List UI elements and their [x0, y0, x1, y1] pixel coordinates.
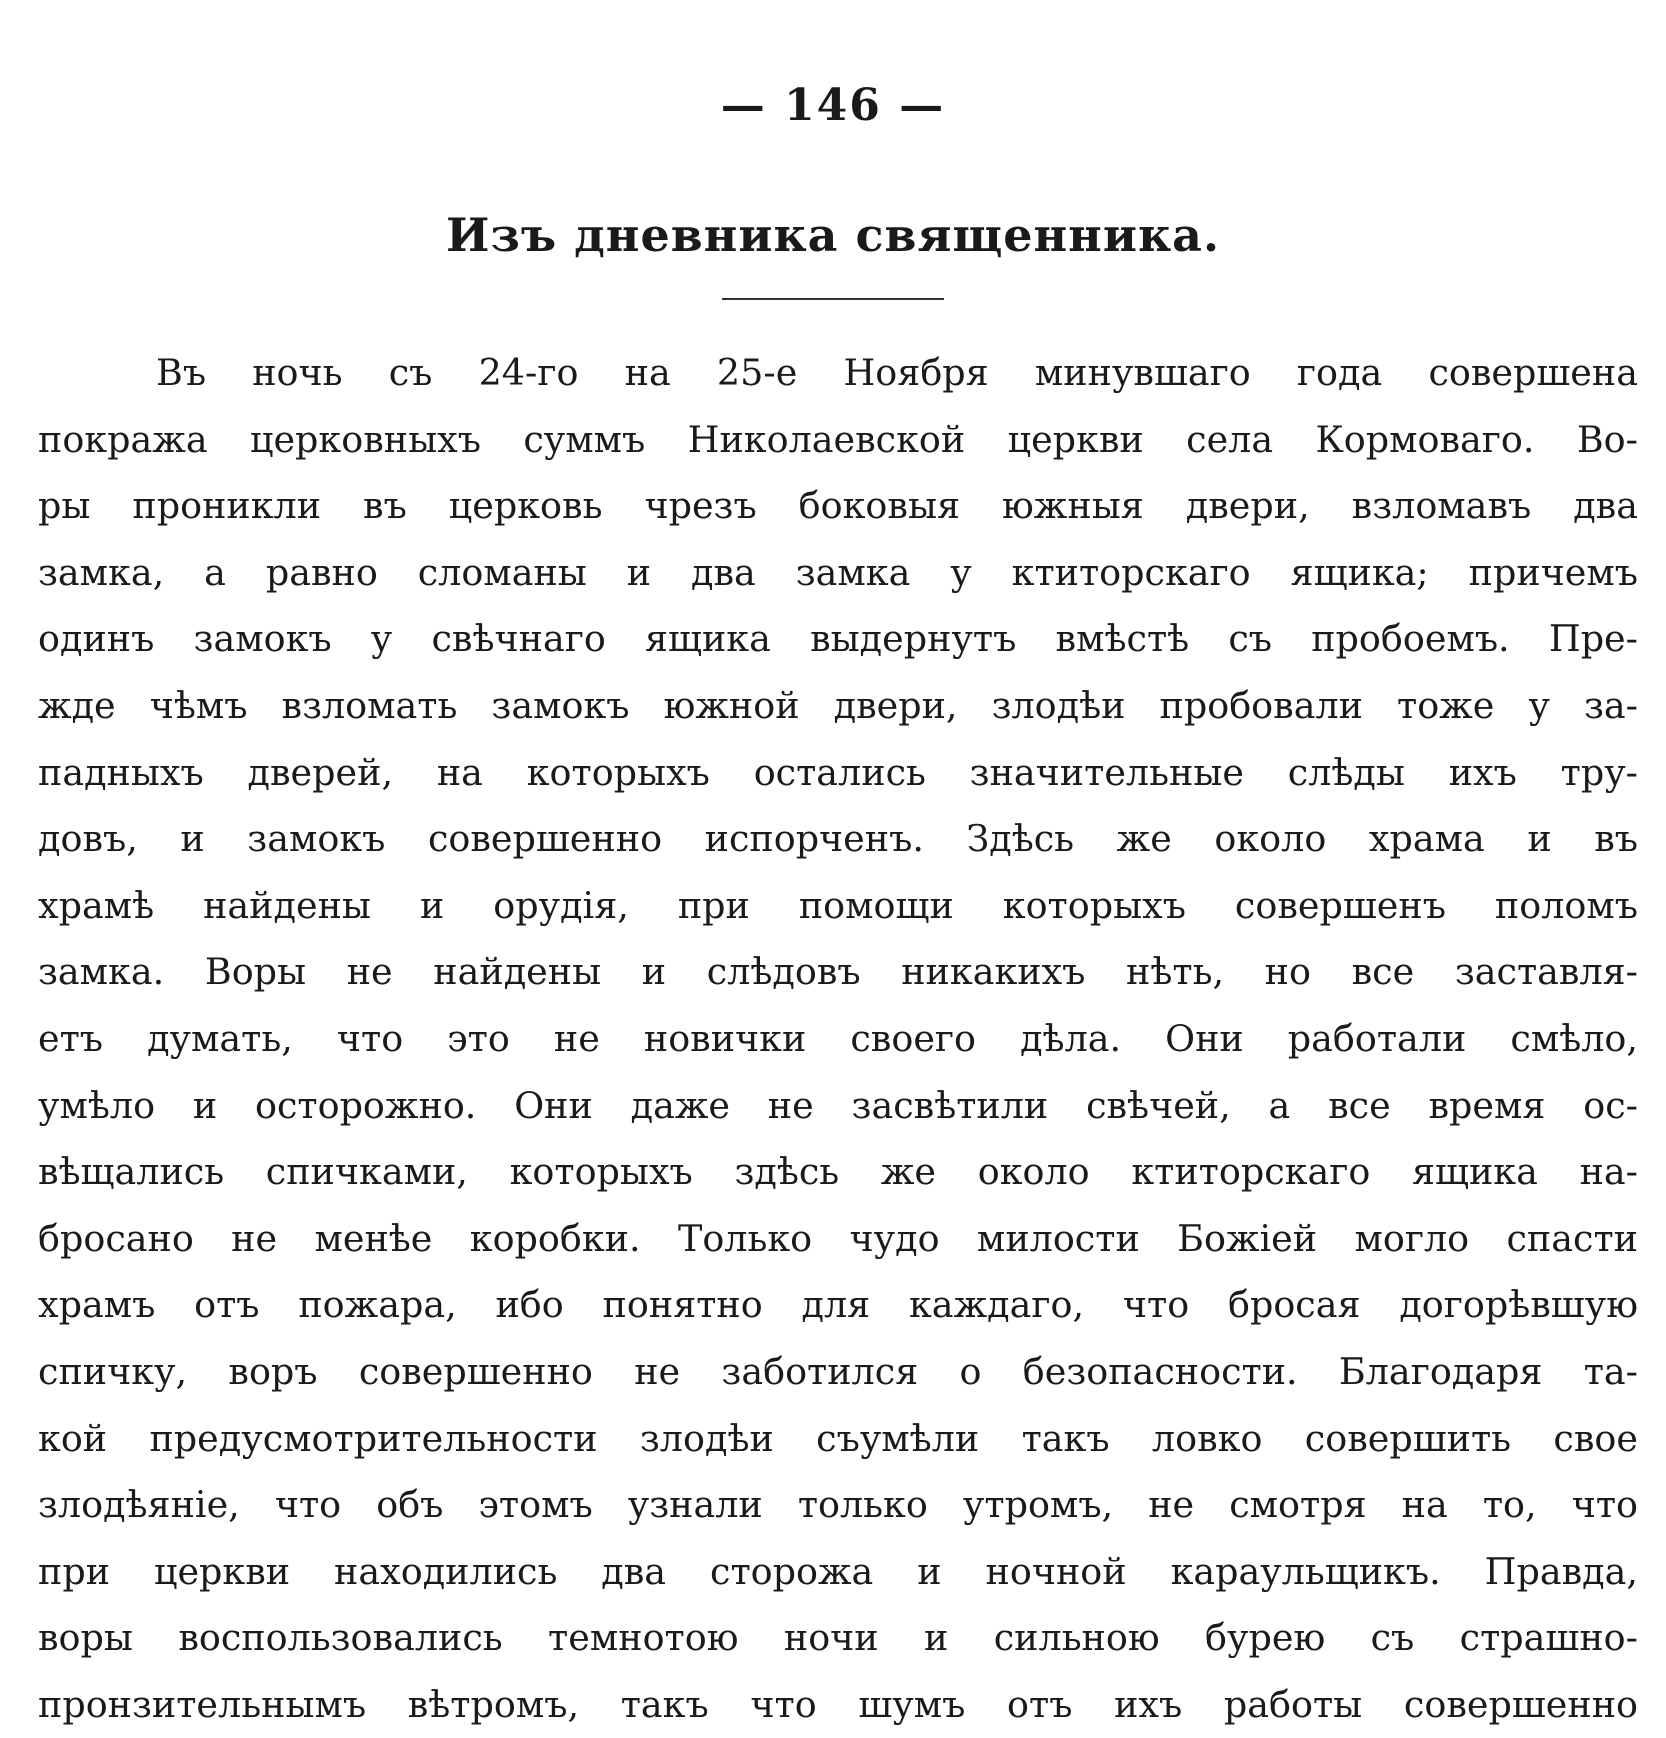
- text-line: жде чѣмъ взломать замокъ южной двери, злодѣи пробовали тоже у за-: [38, 683, 1638, 727]
- title-divider: [722, 298, 944, 300]
- text-line: покража церковныхъ суммъ Николаевской церкви села Кормоваго. Во-: [38, 417, 1638, 461]
- text-line: храмѣ найдены и орудія, при помощи которыхъ совершенъ поломъ: [38, 883, 1638, 927]
- text-line: довъ, и замокъ совершенно испорченъ. Здѣсь же около храма и въ: [38, 817, 1638, 861]
- body-paragraph: [38, 340, 1638, 1738]
- text-line: умѣло и осторожно. Они даже не засвѣтили свѣчей, а все время ос-: [38, 1083, 1638, 1127]
- text-line: спичку, воръ совершенно не заботился о безопасности. Благодаря та-: [38, 1349, 1638, 1393]
- text-line: пронзительнымъ вѣтромъ, такъ что шумъ отъ ихъ работы совершенно: [38, 1682, 1638, 1726]
- text-line: воры воспользовались темнотою ночи и сильною бурею съ страшно-: [38, 1616, 1638, 1660]
- text-line: Въ ночь съ 24-го на 25-е Ноября минувшаго года совершена: [156, 351, 1638, 394]
- text-line: ры проникли въ церковь чрезъ боковыя южныя двери, взломавъ два: [38, 484, 1638, 528]
- text-line: храмъ отъ пожара, ибо понятно для каждаго, что бросая догорѣвшую: [38, 1283, 1638, 1327]
- text-line: замка. Воры не найдены и слѣдовъ никакихъ нѣть, но все заставля-: [38, 950, 1638, 994]
- text-line: злодѣяніе, что объ этомъ узнали только утромъ, не смотря на то, что: [38, 1483, 1638, 1527]
- text-line: одинъ замокъ у свѣчнаго ящика выдернутъ вмѣстѣ съ пробоемъ. Пре-: [38, 617, 1638, 661]
- page-title: Изъ дневника священника.: [446, 208, 1220, 262]
- page-number: — 146 —: [720, 80, 946, 131]
- text-line: при церкви находились два сторожа и ночной караульщикъ. Правда,: [38, 1549, 1638, 1593]
- text-line: падныхъ дверей, на которыхъ остались значительные слѣды ихъ тру-: [38, 750, 1638, 794]
- text-line: етъ думать, что это не новички своего дѣла. Они работали смѣло,: [38, 1016, 1638, 1060]
- text-line: замка, а равно сломаны и два замка у ктиторскаго ящика; причемъ: [38, 550, 1638, 594]
- text-line: кой предусмотрительности злодѣи съумѣли такъ ловко совершить свое: [38, 1416, 1638, 1460]
- text-line: бросано не менѣе коробки. Только чудо милости Божіей могло спасти: [38, 1216, 1638, 1260]
- text-line: вѣщались спичками, которыхъ здѣсь же около ктиторскаго ящика на-: [38, 1150, 1638, 1194]
